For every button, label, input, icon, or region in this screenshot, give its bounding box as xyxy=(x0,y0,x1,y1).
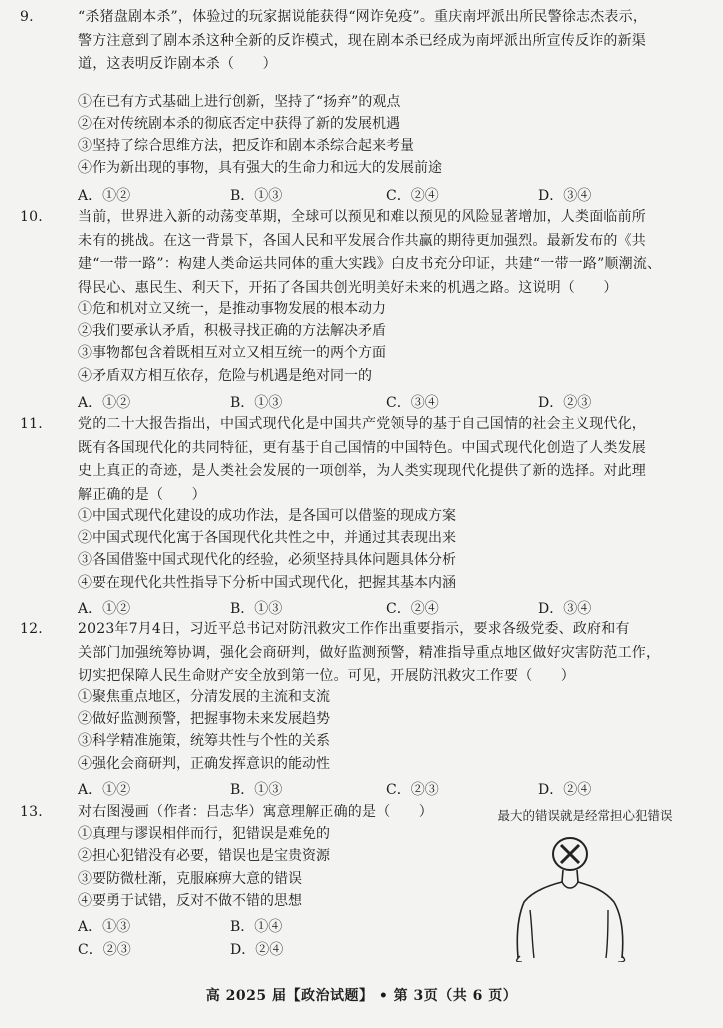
choice-c[interactable]: C．②③ xyxy=(386,782,439,798)
question-stem xyxy=(20,413,700,507)
choice-c[interactable]: C．③④ xyxy=(386,395,439,411)
stem-line: “杀猪盘剧本杀”，体验过的玩家据说能获得“网诈免疫”。重庆南坪派出所民警徐志杰表示， xyxy=(78,9,648,25)
answer-choices xyxy=(78,392,698,414)
choice-c[interactable]: C．②③ xyxy=(78,942,131,958)
choice-b[interactable]: B．①③ xyxy=(230,782,283,798)
question-number: 10. xyxy=(20,209,43,225)
cartoon-figure xyxy=(470,806,700,962)
option-2: ②在对传统剧本杀的彻底否定中获得了新的发展机遇 xyxy=(78,116,400,132)
choice-c[interactable]: C．②④ xyxy=(386,601,439,617)
stem-line: 对右图漫画（作者：吕志华）寓意理解正确的是（ ） xyxy=(78,804,433,820)
choice-d[interactable]: D．③④ xyxy=(538,188,592,204)
answer-choices xyxy=(78,939,398,961)
answer-choices xyxy=(78,916,398,938)
choice-d[interactable]: D．②③ xyxy=(538,395,592,411)
choice-a[interactable]: A．①② xyxy=(78,601,131,617)
option-4: ④作为新出现的事物，具有强大的生命力和远大的发展前途 xyxy=(78,160,442,176)
option-1: ①真理与谬误相伴而行，犯错误是难免的 xyxy=(78,826,330,842)
option-1: ①危和机对立又统一，是推动事物发展的根本动力 xyxy=(78,301,386,317)
stem-line: 道，这表明反诈剧本杀（ ） xyxy=(78,56,277,72)
answer-choices xyxy=(78,779,698,801)
choice-c[interactable]: C．②④ xyxy=(386,188,439,204)
stem-line: 既有各国现代化的共同特征，更有基于自己国情的中国特色。中国式现代化创造了人类发展 xyxy=(78,439,646,456)
question-number: 9. xyxy=(20,9,34,25)
question-number: 11. xyxy=(20,416,43,432)
question-stem xyxy=(20,206,700,300)
choice-b[interactable]: B．①③ xyxy=(230,395,283,411)
option-2: ②担心犯错没有必要，错误也是宝贵资源 xyxy=(78,848,330,864)
stem-line: 建“一带一路”：构建人类命运共同体的重大实践》白皮书充分印证，共建“一带一路”顺潮流、 xyxy=(78,256,662,272)
option-2: ②我们要承认矛盾，积极寻找正确的方法解决矛盾 xyxy=(78,323,386,339)
choice-d[interactable]: D．②④ xyxy=(538,782,592,798)
question-number: 12. xyxy=(20,621,43,637)
option-3: ③各国借鉴中国式现代化的经验，必须坚持具体问题具体分析 xyxy=(78,552,456,568)
option-3: ③事物都包含着既相互对立又相互统一的两个方面 xyxy=(78,345,386,361)
option-2: ②中国式现代化寓于各国现代化共性之中，并通过其表现出来 xyxy=(78,530,456,546)
option-1: ①聚焦重点地区，分清发展的主流和支流 xyxy=(78,689,330,705)
stem-line: 关部门加强统筹协调，强化会商研判，做好监测预警，精准指导重点地区做好灾害防范工作， xyxy=(78,644,661,661)
stem-line: 未有的挑战。在这一背景下，各国人民和平发展合作共赢的期待更加强烈。最新发布的《共 xyxy=(78,232,646,249)
choice-b[interactable]: B．①③ xyxy=(230,188,283,204)
option-3: ③坚持了综合思维方法，把反诈和剧本杀综合起来考量 xyxy=(78,138,414,154)
stem-line: 切实把保障人民生命财产安全放到第一位。可见，开展防汛救灾工作要（ ） xyxy=(78,668,575,684)
stem-line: 党的二十大报告指出，中国式现代化是中国共产党领导的基于自己国情的社会主义现代化， xyxy=(78,416,646,432)
choice-d[interactable]: D．②④ xyxy=(230,942,284,958)
option-4: ④要在现代化共性指导下分析中国式现代化，把握其基本内涵 xyxy=(78,575,456,591)
cartoon-caption: 最大的错误就是经常担心犯错误 xyxy=(497,808,673,823)
option-4: ④强化会商研判，正确发挥意识的能动性 xyxy=(78,756,330,772)
choice-a[interactable]: A．①③ xyxy=(78,919,131,935)
choice-b[interactable]: B．①④ xyxy=(230,919,283,935)
answer-choices xyxy=(78,598,698,620)
choice-b[interactable]: B．①③ xyxy=(230,601,283,617)
stem-line: 得民心、惠民生、利天下，开拓了各国共创光明美好未来的机遇之路。这说明（ ） xyxy=(78,279,618,296)
stem-line: 当前，世界进入新的动荡变革期，全球可以预见和难以预见的风险显著增加，人类面临前所 xyxy=(78,209,646,225)
choice-a[interactable]: A．①② xyxy=(78,188,131,204)
choice-a[interactable]: A．①② xyxy=(78,782,131,798)
option-1: ①中国式现代化建设的成功作法，是各国可以借鉴的现成方案 xyxy=(78,508,456,524)
option-3: ③科学精准施策，统筹共性与个性的关系 xyxy=(78,733,330,749)
option-1: ①在已有方式基础上进行创新，坚持了“扬弃”的观点 xyxy=(78,94,401,110)
option-4: ④矛盾双方相互依存，危险与机遇是绝对同一的 xyxy=(78,368,372,384)
option-4: ④要勇于试错，反对不做不错的思想 xyxy=(78,893,302,909)
answer-choices xyxy=(78,185,698,207)
question-stem xyxy=(20,6,700,77)
cross-circle-head-icon xyxy=(510,830,660,962)
question-stem xyxy=(20,618,700,689)
stem-line: 解正确的是（ ） xyxy=(78,486,206,503)
stem-line: 史上真正的奇迹，是人类社会发展的一项创举，为人类实现现代化提供了新的选择。对此理 xyxy=(78,463,646,479)
stem-line: 警方注意到了剧本杀这种全新的反诈模式，现在剧本杀已经成为南坪派出所宣传反诈的新渠 xyxy=(78,32,646,49)
option-3: ③要防微杜渐，克服麻痹大意的错误 xyxy=(78,871,302,887)
stem-line: 2023年7月4日，习近平总书记对防汛救灾工作作出重要指示，要求各级党委、政府和有 xyxy=(78,621,630,637)
option-2: ②做好监测预警，把握事物未来发展趋势 xyxy=(78,711,330,727)
page-footer: 高 2025 届【政治试题】 • 第 3页（共 6 页） xyxy=(205,988,518,1004)
choice-d[interactable]: D．③④ xyxy=(538,601,592,617)
choice-a[interactable]: A．①② xyxy=(78,395,131,411)
question-number: 13. xyxy=(20,804,43,820)
